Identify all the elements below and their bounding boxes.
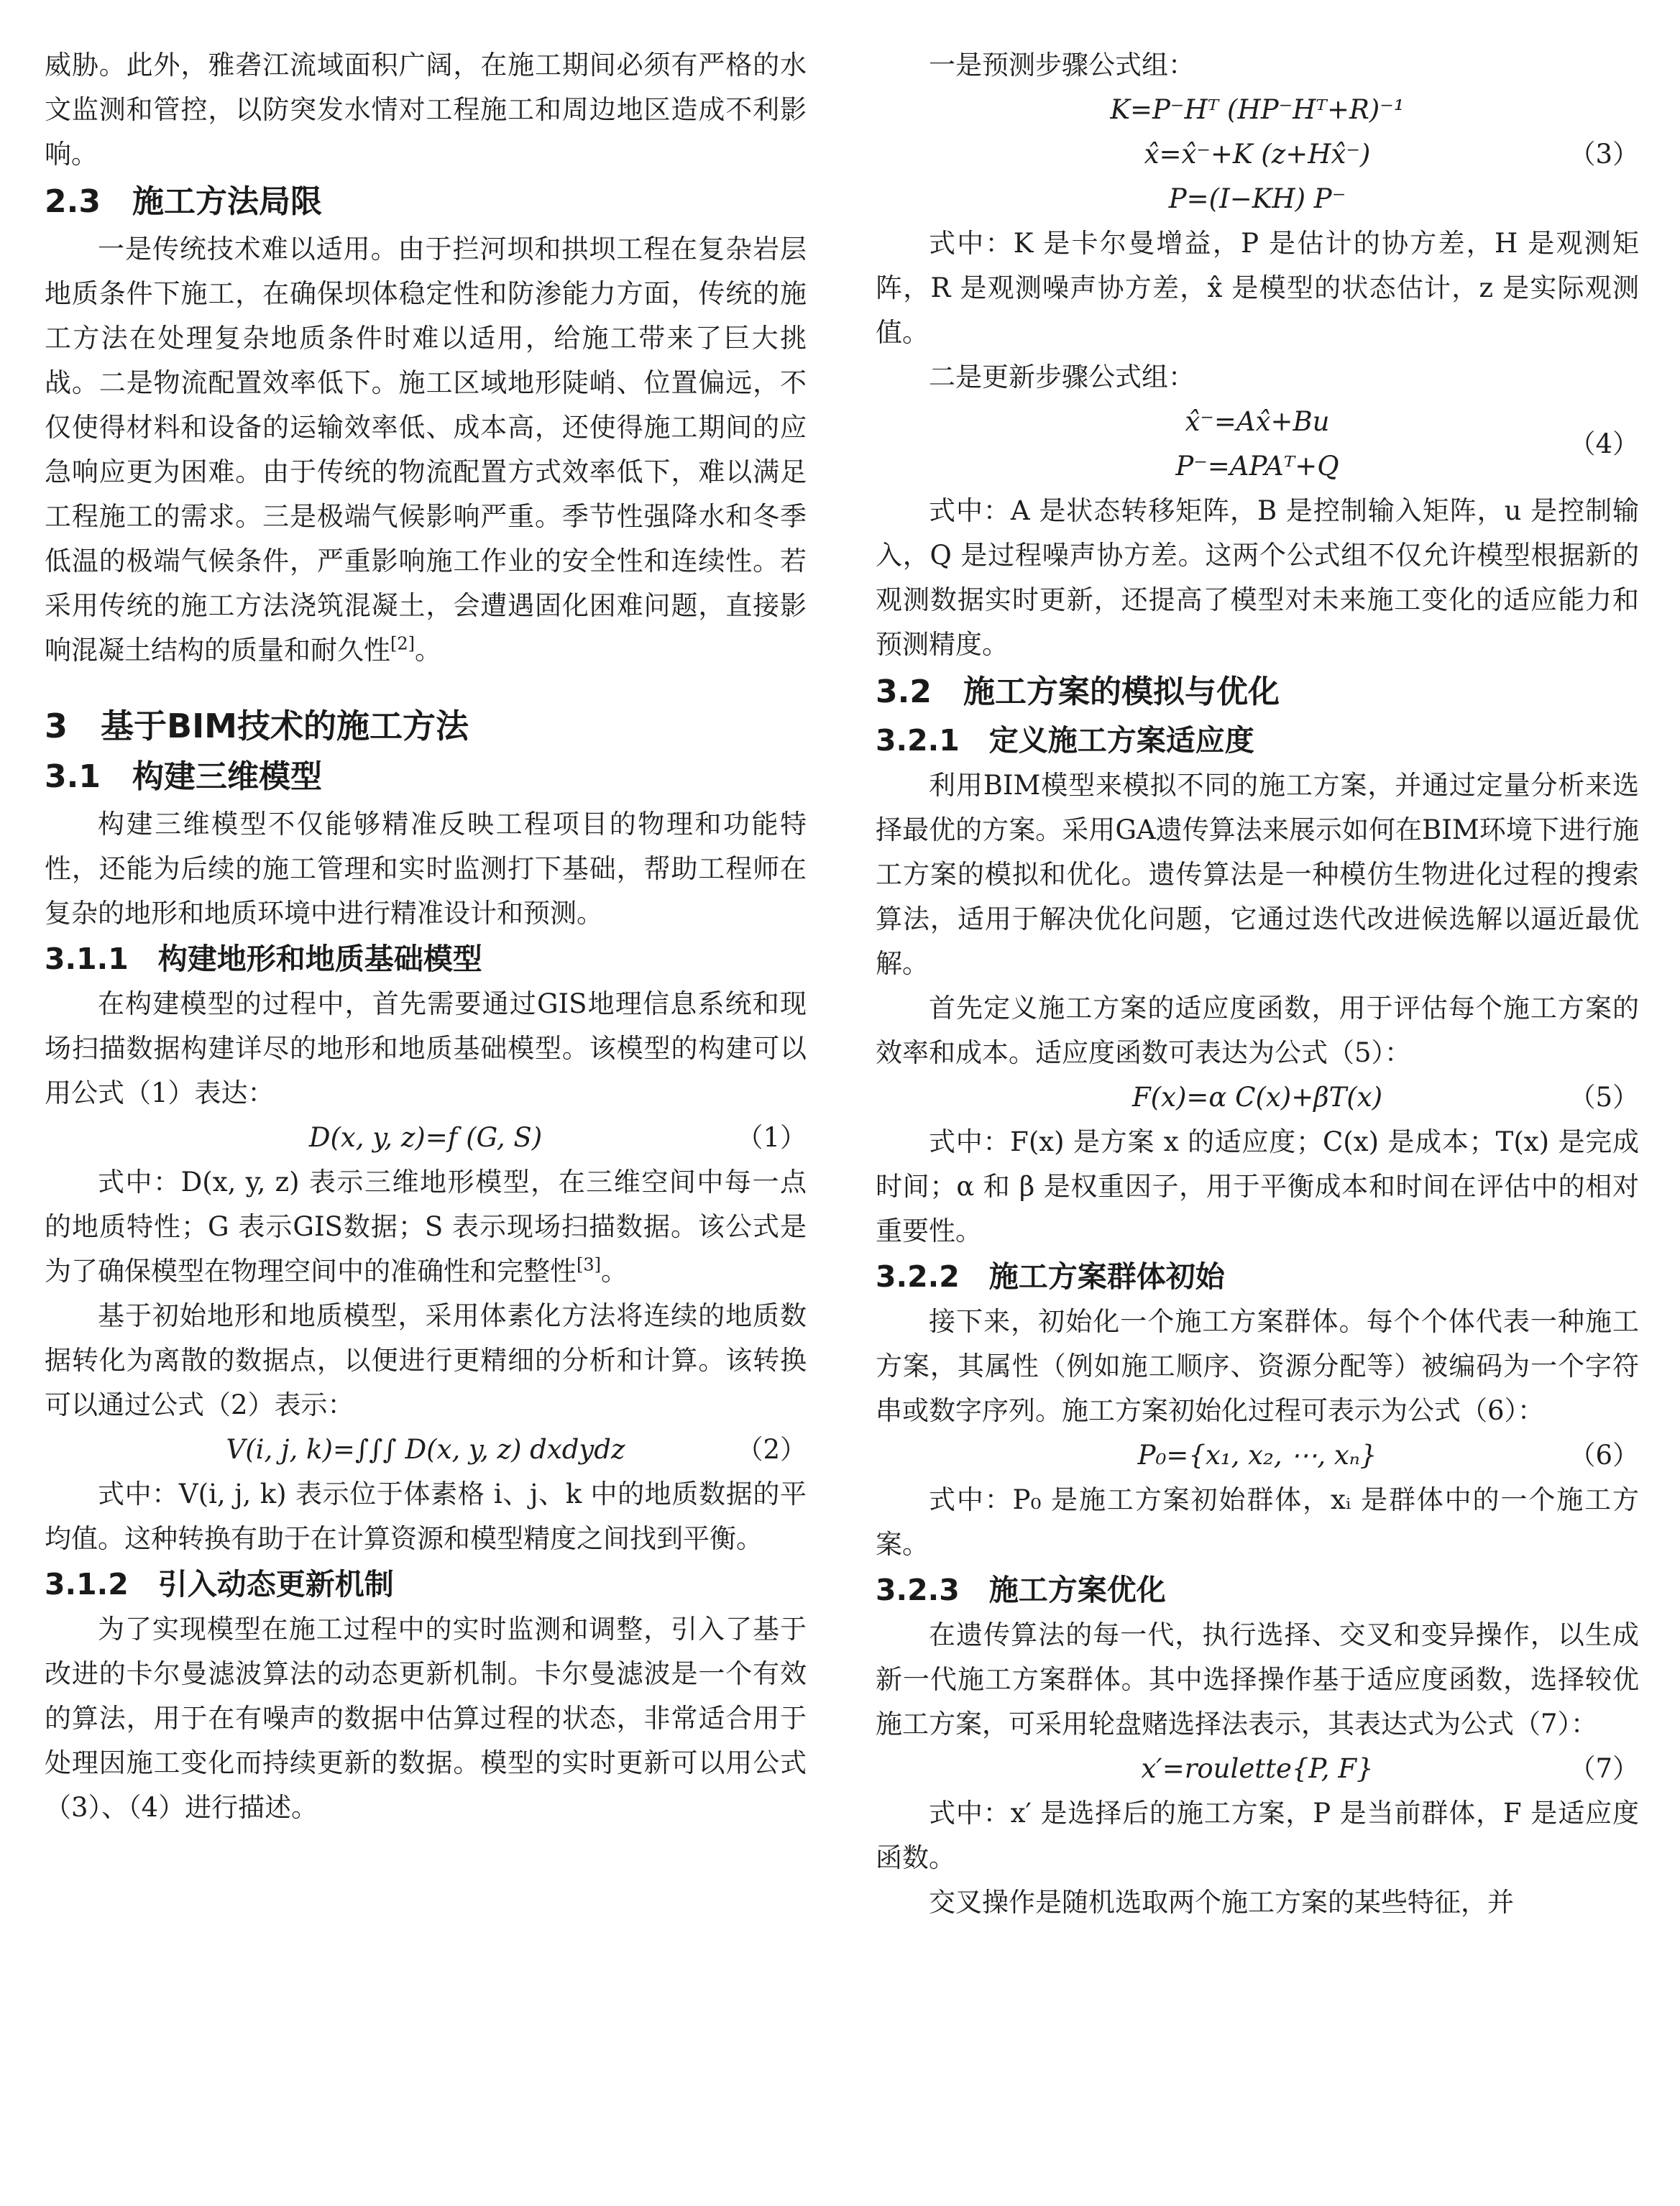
citation: [3] (577, 1254, 601, 1275)
left-column (45, 43, 807, 1830)
formula-number: （7） (1569, 1753, 1639, 1784)
formula-text: x′=roulette{P, F} (1141, 1753, 1374, 1784)
formula-1 (45, 1116, 807, 1160)
paragraph: 式中：F(x) 是方案 x 的适应度；C(x) 是成本；T(x) 是完成时间；α 和 β 是权重因子，用于平衡成本和时间在评估中的相对重要性。 (876, 1126, 1639, 1246)
section-heading-3-1-2: 3.1.2 引入动态更新机制 (45, 1567, 394, 1601)
formula-number: （5） (1569, 1082, 1639, 1113)
section-heading-3-2-3: 3.2.3 施工方案优化 (876, 1573, 1166, 1607)
paragraph: 式中：P₀ 是施工方案初始群体，xᵢ 是群体中的一个施工方案。 (876, 1484, 1639, 1560)
paragraph: 首先定义施工方案的适应度函数，用于评估每个施工方案的效率和成本。适应度函数可表达为公式（5）： (876, 993, 1639, 1068)
formula-number: （1） (736, 1122, 807, 1153)
formula-3 (876, 88, 1639, 221)
section-heading-3: 3 基于BIM技术的施工方法 (45, 707, 469, 745)
paragraph: 式中：V(i, j, k) 表示位于体素格 i、j、k 中的地质数据的平均值。这种转换有助于在计算资源和模型精度之间找到平衡。 (45, 1479, 807, 1554)
paragraph: 在构建模型的过程中，首先需要通过GIS地理信息系统和现场扫描数据构建详尽的地形和地质基础模型。该模型的构建可以用公式（1）表达： (45, 988, 807, 1108)
paragraph: 为了实现模型在施工过程中的实时监测和调整，引入了基于改进的卡尔曼滤波算法的动态更新机制。卡尔曼滤波是一个有效的算法，用于在有噪声的数据中估算过程的状态，非常适合用于处理因施工变化而持续更新的数据。模型的实时更新可以用公式（3）、（4）进行描述。 (45, 1614, 807, 1823)
formula-line: x̂⁻=Ax̂+Bu (1185, 406, 1330, 437)
paragraph: 交叉操作是随机选取两个施工方案的某些特征，并 (929, 1887, 1514, 1918)
section-heading-3-1-1: 3.1.1 构建地形和地质基础模型 (45, 942, 482, 976)
formula-number: （3） (1569, 139, 1639, 170)
formula-number: （4） (1569, 428, 1639, 459)
formula-line: P⁻=APAᵀ+Q (1175, 451, 1339, 482)
paragraph: 利用BIM模型来模拟不同的施工方案，并通过定量分析来选择最优的方案。采用GA遗传算法来展示如何在BIM环境下进行施工方案的模拟和优化。遗传算法是一种模仿生物进化过程的搜索算法，适用于解决优化问题，它通过迭代改进候选解以逼近最优解。 (876, 770, 1639, 979)
right-column (876, 43, 1639, 1925)
formula-5 (876, 1075, 1639, 1120)
formula-line: K=P⁻Hᵀ (HP⁻Hᵀ+R)⁻¹ (1110, 94, 1405, 125)
section-heading-3-1: 3.1 构建三维模型 (45, 758, 322, 795)
section-heading-3-2-2: 3.2.2 施工方案群体初始 (876, 1259, 1225, 1294)
formula-number: （2） (736, 1434, 807, 1465)
formula-2 (45, 1428, 807, 1472)
formula-line: x̂=x̂⁻+K (z+Hx̂⁻) (1144, 139, 1371, 170)
formula-6 (876, 1433, 1639, 1478)
paragraph: 一是预测步骤公式组： (929, 50, 1195, 81)
paragraph: 式中：A 是状态转移矩阵，B 是控制输入矩阵，u 是控制输入，Q 是过程噪声协方差。这两个公式组不仅允许模型根据新的观测数据实时更新，还提高了模型对未来施工变化的适应能力和预测精度。 (876, 495, 1639, 660)
paragraph: 一是传统技术难以适用。由于拦河坝和拱坝工程在复杂岩层地质条件下施工，在确保坝体稳定性和防渗能力方面，传统的施工方法在处理复杂地质条件时难以适用，给施工带来了巨大挑战。二是物流配置效率低下。施工区域地形陡峭、位置偏远，不仅使得材料和设备的运输效率低、成本高，还使得施工期间的应急响应更为困难。由于传统的物流配置方式效率低下，难以满足工程施工的需求。三是极端气候影响严重。季节性强降水和冬季低温的极端气候条件，严重影响施工作业的安全性和连续性。若采用传统的施工方法浇筑混凝土，会遭遇固化困难问题，直接影响混凝土结构的质量和耐久性[2]。 (45, 234, 807, 666)
formula-text: P₀={x₁, x₂, ⋯, xₙ} (1137, 1440, 1377, 1471)
formula-4 (876, 400, 1639, 489)
paragraph: 式中：x′ 是选择后的施工方案，P 是当前群体，F 是适应度函数。 (876, 1798, 1639, 1873)
formula-text: F(x)=α C(x)+βT(x) (1132, 1082, 1382, 1113)
paragraph: 式中：D(x, y, z) 表示三维地形模型，在三维空间中每一点的地质特性；G 表示GIS数据；S 表示现场扫描数据。该公式是为了确保模型在物理空间中的准确性和完整性[3]。 (45, 1167, 807, 1287)
citation: [2] (390, 633, 415, 654)
paragraph: 威胁。此外，雅砻江流域面积广阔，在施工期间必须有严格的水文监测和管控，以防突发水情对工程施工和周边地区造成不利影响。 (45, 50, 807, 170)
formula-7 (876, 1747, 1639, 1791)
paragraph: 在遗传算法的每一代，执行选择、交叉和变异操作，以生成新一代施工方案群体。其中选择操作基于适应度函数，选择较优施工方案，可采用轮盘赌选择法表示，其表达式为公式（7）： (876, 1619, 1639, 1739)
paragraph: 接下来，初始化一个施工方案群体。每个个体代表一种施工方案，其属性（例如施工顺序、资源分配等）被编码为一个字符串或数字序列。施工方案初始化过程可表示为公式（6）： (876, 1306, 1639, 1426)
formula-text: V(i, j, k)=∫∫∫ D(x, y, z) dxdydz (226, 1434, 625, 1465)
paragraph: 二是更新步骤公式组： (929, 362, 1195, 392)
section-heading-2-3: 2.3 施工方法局限 (45, 183, 322, 220)
section-heading-3-2: 3.2 施工方案的模拟与优化 (876, 674, 1280, 710)
formula-number: （6） (1569, 1440, 1639, 1471)
paragraph: 构建三维模型不仅能够精准反映工程项目的物理和功能特性，还能为后续的施工管理和实时监测打下基础，帮助工程师在复杂的地形和地质环境中进行精准设计和预测。 (45, 809, 807, 929)
formula-line: P=(I−KH) P⁻ (1168, 183, 1346, 214)
paragraph: 基于初始地形和地质模型，采用体素化方法将连续的地质数据转化为离散的数据点，以便进行更精细的分析和计算。该转换可以通过公式（2）表示： (45, 1300, 807, 1420)
paragraph: 式中：K 是卡尔曼增益，P 是估计的协方差，H 是观测矩阵，R 是观测噪声协方差，x̂ 是模型的状态估计，z 是实际观测值。 (876, 228, 1639, 348)
section-heading-3-2-1: 3.2.1 定义施工方案适应度 (876, 723, 1254, 758)
formula-text: D(x, y, z)=f (G, S) (308, 1122, 543, 1153)
